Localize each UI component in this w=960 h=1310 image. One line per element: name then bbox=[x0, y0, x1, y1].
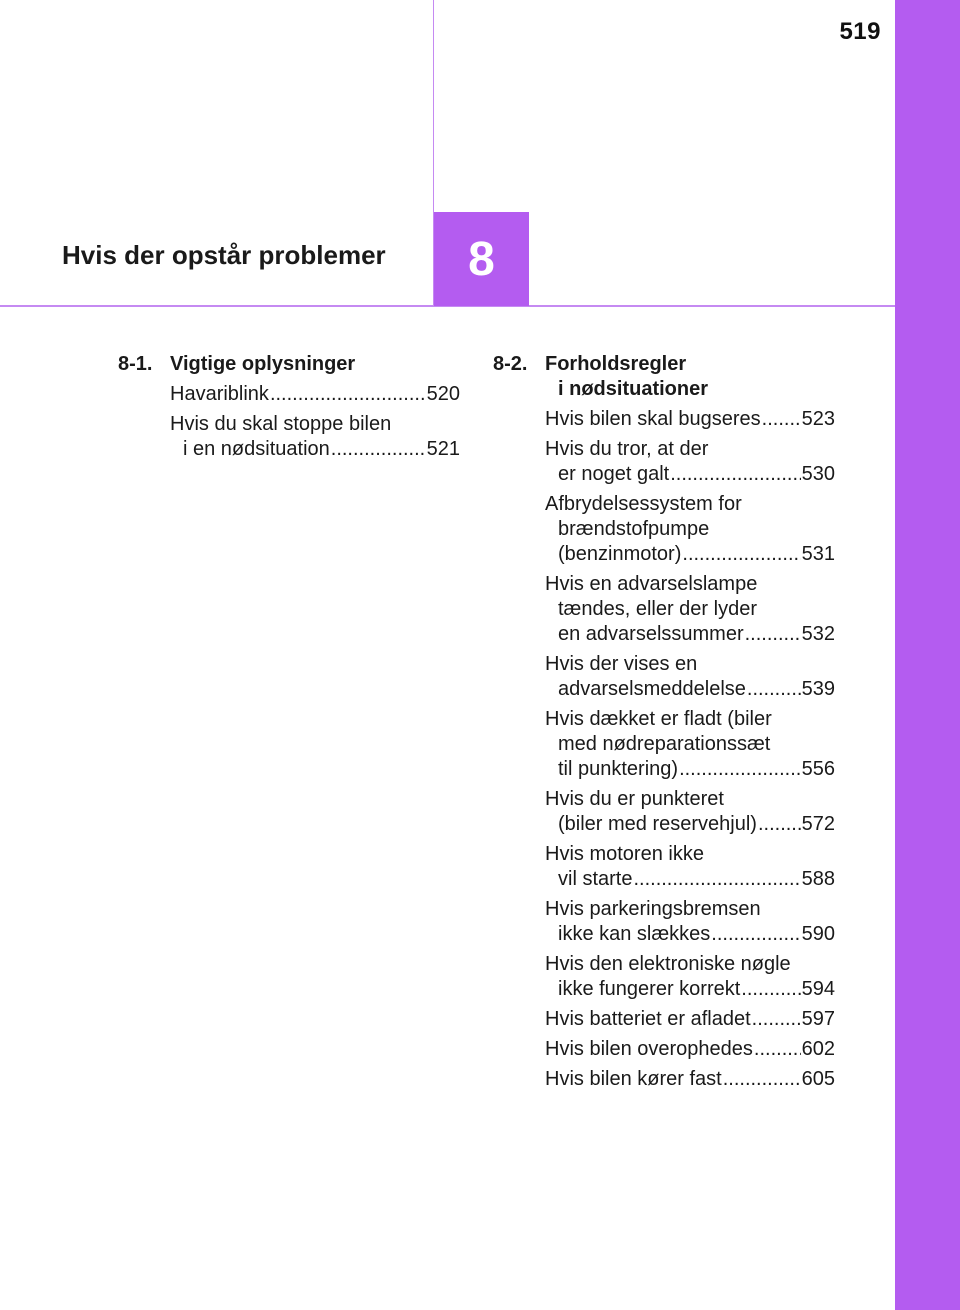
entry-text-line: ikke fungerer korrekt bbox=[558, 978, 741, 1000]
entry-text-line: Hvis batteriet er afladet bbox=[545, 1008, 751, 1030]
toc-entry[interactable] bbox=[545, 787, 835, 837]
entry-text-line: (benzinmotor) bbox=[558, 543, 682, 565]
entry-text-line: er noget galt bbox=[558, 463, 670, 485]
toc-entry[interactable] bbox=[545, 407, 835, 432]
section-number: 8-2. bbox=[493, 353, 528, 375]
chapter-title: Hvis der opstår problemer bbox=[62, 240, 386, 270]
dot-leader bbox=[752, 1007, 801, 1032]
toc-entry[interactable] bbox=[170, 412, 460, 462]
toc-entry[interactable] bbox=[545, 652, 835, 702]
entry-text-line: Hvis du er punkteret bbox=[545, 788, 724, 810]
entry-page-number: 523 bbox=[801, 408, 835, 430]
toc-section-8-2 bbox=[493, 352, 835, 1097]
entry-text-line: Hvis du tror, at der bbox=[545, 438, 709, 460]
toc-entry-list bbox=[545, 407, 835, 1092]
section-title bbox=[170, 352, 460, 377]
chapter-number: 8 bbox=[468, 232, 495, 286]
entry-text-line: Hvis bilen kører fast bbox=[545, 1068, 722, 1090]
toc-entry[interactable] bbox=[545, 572, 835, 647]
dot-leader bbox=[633, 867, 800, 892]
entry-page-number: 594 bbox=[801, 978, 835, 1000]
section-title-line: Vigtige oplysninger bbox=[170, 353, 356, 375]
entry-text-line: tændes, eller der lyder bbox=[558, 598, 757, 620]
dot-leader bbox=[270, 382, 426, 407]
entry-text-line: Afbrydelsessystem for bbox=[545, 493, 742, 515]
entry-text-line: Havariblink bbox=[170, 383, 269, 405]
entry-text-line: advarselsmeddelelse bbox=[558, 678, 746, 700]
entry-text-line: vil starte bbox=[558, 868, 633, 890]
entry-page-number: 521 bbox=[426, 438, 460, 460]
dot-leader bbox=[670, 462, 800, 487]
entry-text-line: Hvis der vises en bbox=[545, 653, 698, 675]
toc-entry[interactable] bbox=[545, 1007, 835, 1032]
dot-leader bbox=[331, 437, 426, 462]
entry-text-line: Hvis bilen skal bugseres bbox=[545, 408, 761, 430]
dot-leader bbox=[679, 757, 801, 782]
dot-leader bbox=[747, 677, 801, 702]
entry-text-line: Hvis den elektroniske nøgle bbox=[545, 953, 791, 975]
chapter-side-tab bbox=[895, 0, 960, 1310]
entry-text-line: med nødreparationssæt bbox=[558, 733, 771, 755]
entry-page-number: 605 bbox=[801, 1068, 835, 1090]
section-number: 8-1. bbox=[118, 353, 153, 375]
toc-entry-list bbox=[170, 382, 460, 462]
toc-entry[interactable] bbox=[545, 707, 835, 782]
toc-entry[interactable] bbox=[545, 492, 835, 567]
entry-page-number: 539 bbox=[801, 678, 835, 700]
chapter-number-box bbox=[434, 212, 529, 306]
entry-page-number: 588 bbox=[801, 868, 835, 890]
section-title bbox=[545, 352, 835, 402]
entry-page-number: 531 bbox=[801, 543, 835, 565]
entry-text-line: en advarselssummer bbox=[558, 623, 744, 645]
entry-text-line: ikke kan slækkes bbox=[558, 923, 711, 945]
section-title-line: Forholdsregler bbox=[545, 353, 687, 375]
section-heading bbox=[118, 352, 460, 377]
entry-page-number: 602 bbox=[801, 1038, 835, 1060]
entry-page-number: 520 bbox=[426, 383, 460, 405]
dot-leader bbox=[711, 922, 800, 947]
entry-text-line: til punktering) bbox=[558, 758, 679, 780]
toc-entry[interactable] bbox=[545, 952, 835, 1002]
entry-text-line: brændstofpumpe bbox=[558, 518, 710, 540]
dot-leader bbox=[758, 812, 801, 837]
entry-page-number: 572 bbox=[801, 813, 835, 835]
toc-entry[interactable] bbox=[545, 437, 835, 487]
section-title-line: i nødsituationer bbox=[558, 378, 708, 400]
toc-section-8-1 bbox=[118, 352, 460, 467]
entry-text-line: Hvis parkeringsbremsen bbox=[545, 898, 761, 920]
dot-leader bbox=[682, 542, 800, 567]
entry-text-line: i en nødsituation bbox=[183, 438, 330, 460]
dot-leader bbox=[723, 1067, 801, 1092]
entry-page-number: 530 bbox=[801, 463, 835, 485]
entry-page-number: 556 bbox=[801, 758, 835, 780]
page-number: 519 bbox=[839, 18, 881, 45]
toc-entry[interactable] bbox=[545, 897, 835, 947]
entry-page-number: 597 bbox=[801, 1008, 835, 1030]
dot-leader bbox=[741, 977, 800, 1002]
entry-text-line: Hvis en advarselslampe bbox=[545, 573, 758, 595]
entry-text-line: Hvis dækket er fladt (biler bbox=[545, 708, 772, 730]
dot-leader bbox=[762, 407, 801, 432]
entry-text-line: Hvis motoren ikke bbox=[545, 843, 704, 865]
entry-text-line: (biler med reservehjul) bbox=[558, 813, 757, 835]
toc-entry[interactable] bbox=[170, 382, 460, 407]
toc-entry[interactable] bbox=[545, 1037, 835, 1062]
entry-page-number: 532 bbox=[801, 623, 835, 645]
entry-text-line: Hvis bilen overophedes bbox=[545, 1038, 753, 1060]
toc-entry[interactable] bbox=[545, 842, 835, 892]
section-heading bbox=[493, 352, 835, 402]
entry-page-number: 590 bbox=[801, 923, 835, 945]
dot-leader bbox=[754, 1037, 801, 1062]
dot-leader bbox=[745, 622, 801, 647]
toc-entry[interactable] bbox=[545, 1067, 835, 1092]
entry-text-line: Hvis du skal stoppe bilen bbox=[170, 413, 392, 435]
